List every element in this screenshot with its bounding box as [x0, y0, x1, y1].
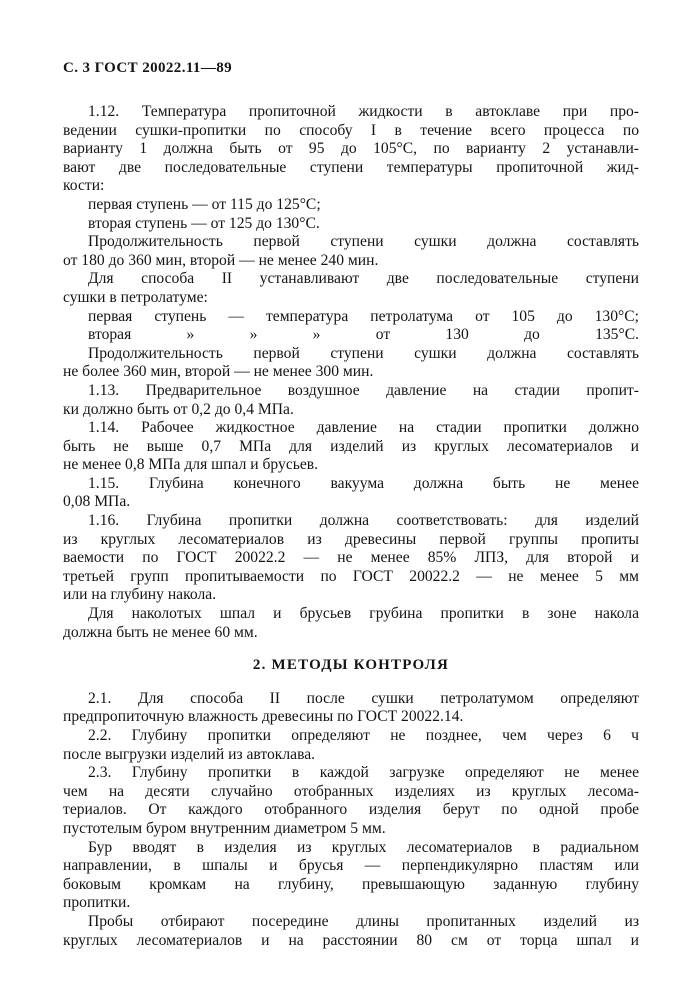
text-line: 2.1. Для способа II после сушки петролатумом определяют — [88, 689, 639, 707]
text-line: вторая » » » от 130 до 135°С. — [88, 326, 639, 344]
text-line: териалов. От каждого отобранного изделия берут по одной пробе — [63, 801, 639, 819]
text-line: не менее 0,8 МПа для шпал и брусьев. — [63, 456, 319, 474]
section-heading: 2. МЕТОДЫ КОНТРОЛЯ — [252, 657, 450, 674]
text-line: или на глубину накола. — [63, 586, 217, 604]
text-line: вают две последовательные ступени температуры пропиточной жид- — [63, 158, 639, 176]
text-line: 1.13. Предварительное воздушное давление на стадии пропит- — [88, 381, 639, 399]
text-line: первая ступень — от 115 до 125°С; — [88, 195, 321, 213]
text-line: предпропиточную влажность древесины по ГОСТ 20022.14. — [63, 708, 464, 726]
text-line: варианту 1 должна быть от 95 до 105°С, по варианту 2 устанавли- — [63, 140, 639, 158]
text-line: сушки в петролатуме: — [63, 288, 208, 306]
text-line: Продолжительность первой ступени сушки должна составлять — [88, 344, 639, 362]
text-line: пустотелым буром внутренним диаметром 5 мм. — [63, 819, 386, 837]
text-line: ваемости по ГОСТ 20022.2 — не менее 85% ЛПЗ, для второй и — [63, 549, 639, 567]
text-line: боковым кромкам на глубину, превышающую заданную глубину — [63, 875, 639, 893]
text-line: быть не выше 0,7 МПа для изделий из круглых лесоматериалов и — [63, 437, 639, 455]
text-line: ведении сушки-пропитки по способу I в течение всего процесса по — [63, 121, 639, 139]
text-line: Бур вводят в изделия из круглых лесоматериалов в радиальном — [88, 838, 639, 856]
text-line: Для способа II устанавливают две последовательные ступени — [88, 270, 639, 288]
text-line: пропитки. — [63, 894, 131, 912]
text-line: не более 360 мин, второй — не менее 300 мин. — [63, 363, 374, 381]
document-body — [63, 103, 639, 950]
text-line: кости: — [63, 177, 105, 195]
text-line: 1.15. Глубина конечного вакуума должна быть не менее — [88, 474, 639, 492]
text-line: после выгрузки изделий из автоклава. — [63, 745, 316, 763]
text-line: круглых лесоматериалов и на расстоянии 80 см от торца шпал и — [63, 931, 639, 949]
text-line: Для наколотых шпал и брусьев грубина пропитки в зоне накола — [88, 605, 639, 623]
text-line: 2.2. Глубину пропитки определяют не позднее, чем через 6 ч — [88, 727, 639, 744]
text-line: 0,08 МПа. — [63, 493, 131, 511]
text-line: ки должно быть от 0,2 до 0,4 МПа. — [63, 400, 294, 418]
page-header: С. 3 ГОСТ 20022.11—89 — [63, 60, 233, 76]
text-line: чем на десяти случайно отобранных изделиях из круглых лесома- — [63, 782, 639, 800]
text-line: 1.12. Температура пропиточной жидкости в автоклаве при про- — [88, 103, 639, 120]
text-line: из круглых лесоматериалов из древесины первой группы пропиты — [63, 530, 639, 548]
text-line: третьей групп пропитываемости по ГОСТ 20022.2 — не менее 5 мм — [63, 567, 639, 585]
text-line: должна быть не менее 60 мм. — [63, 623, 258, 641]
text-line: первая ступень — температура петролатума от 105 до 130°С; — [88, 307, 639, 325]
text-line: вторая ступень — от 125 до 130°С. — [88, 214, 320, 232]
text-line: направлении, в шпалы и брусья — перпендикулярно пластям или — [63, 857, 639, 875]
text-line: от 180 до 360 мин, второй — не менее 240 мин. — [63, 251, 379, 269]
text-line: 2.3. Глубину пропитки в каждой загрузке определяют не менее — [88, 764, 639, 782]
text-line: 1.16. Глубина пропитки должна соответствовать: для изделий — [88, 512, 639, 530]
text-line: 1.14. Рабочее жидкостное давление на стадии пропитки должно — [88, 419, 639, 437]
text-line: Пробы отбирают посередине длины пропитанных изделий из — [88, 912, 639, 930]
text-line: Продолжительность первой ступени сушки должна составлять — [88, 233, 639, 251]
